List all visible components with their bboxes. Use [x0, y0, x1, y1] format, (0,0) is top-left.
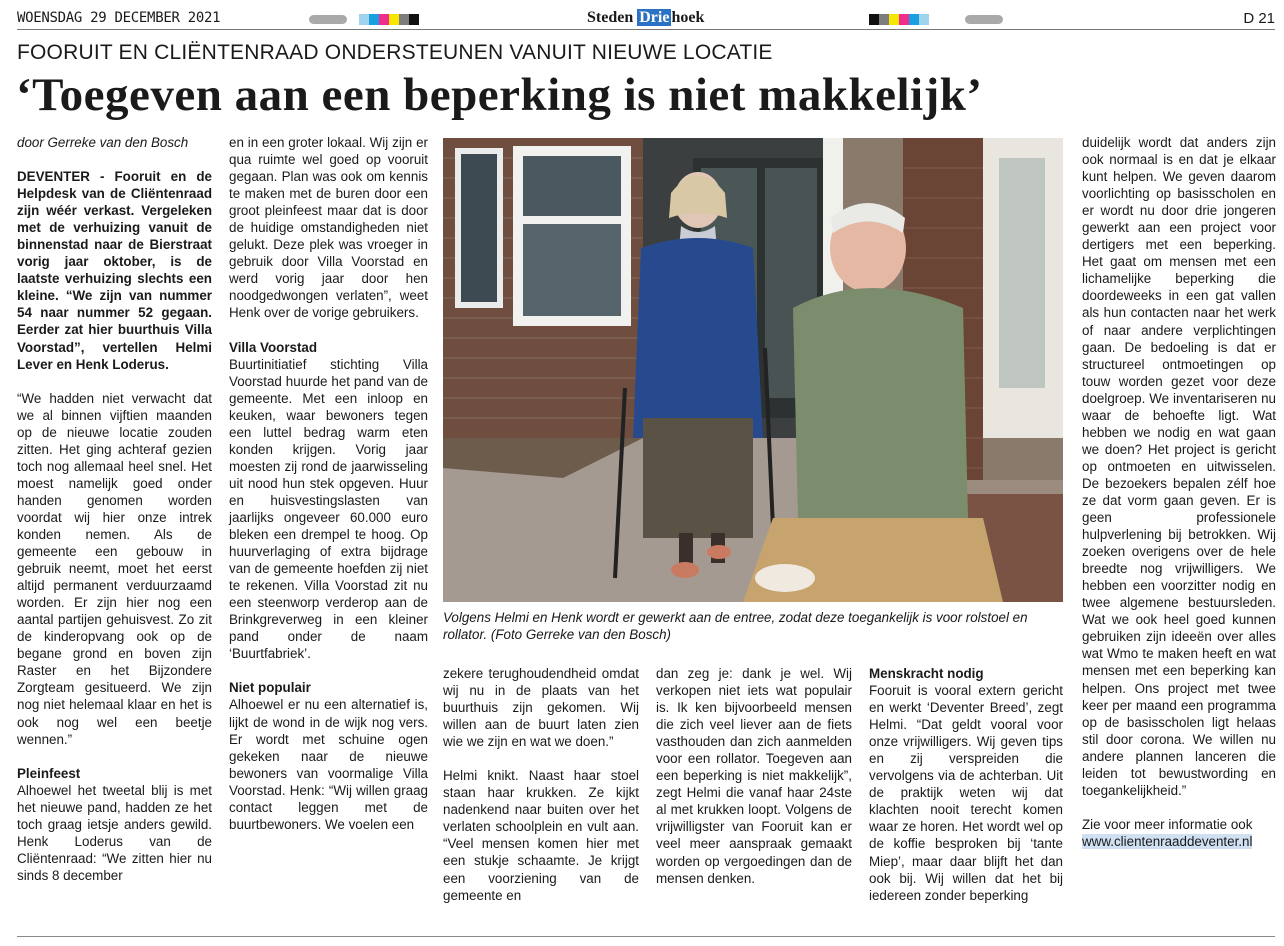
body-paragraph: Alhoewel het tweetal blij is met het nieuwe pand, hadden ze het toch graag ietsje anders gewild. Henk Loderus van de Cliëntenraad: “We zitten hier nu sinds 8 december: [17, 782, 212, 883]
body-paragraph: “We hadden niet verwacht dat we al binnen vijftien maanden op de nieuwe locatie zouden zitten. Het ging achteraf gezien toch nog allemaal heel snel. Het moest namelijk goed onder handen genomen worden voordat wij hier onze intrek konden nemen. Als de gemeente een gebouw in gebruik neemt, moet het eerst altijd permanent verduurzaamd worden. Er zijn hier nog een aantal partijen gehuisvest. Zo zit de kinderopvang ook op de begane grond en boven zijn Raster en het Bijzondere Zorgteam gesitueerd. We zijn nog niet helemaal klaar en het is ook nog wel een beetje wennen.”: [17, 390, 212, 747]
page-bottom-rule: [17, 936, 1275, 937]
photo-caption: Volgens Helmi en Henk wordt er gewerkt aan de entree, zodat deze toegankelijk is voor rolstoel en rollator. (Foto Gerreke van den Bosch): [443, 610, 1028, 642]
article-headline: ‘Toegeven aan een beperking is niet makkelijk’: [16, 69, 983, 121]
article-column-6: [1082, 134, 1276, 850]
registration-bar: [309, 15, 347, 24]
lead-paragraph: DEVENTER - Fooruit en de Helpdesk van de Cliëntenraad zijn wéér verkast. Vergeleken met de verhuizing vanuit de binnenstad naar de Bierstraat vorig jaar oktober, is de laatste verhuizing slechts een kleine. “We zijn van nummer 54 naar nummer 52 gegaan. Eerder zat hier buurthuis Villa Voorstad”, vertellen Helmi Lever en Henk Loderus.: [17, 169, 212, 372]
color-calibration-strip-right: [869, 14, 929, 25]
subheading: Pleinfeest: [17, 765, 81, 781]
info-line: Zie voor meer informatie ook: [1082, 816, 1253, 832]
subheading: Menskracht nodig: [869, 666, 984, 681]
article-column-3: [443, 665, 639, 904]
website-link[interactable]: www.clientenraaddeventer.nl: [1082, 833, 1253, 849]
color-calibration-strip: [359, 14, 419, 25]
article-photo: [443, 138, 1063, 602]
registration-bar-right: [965, 15, 1003, 24]
masthead-divider: [17, 29, 1275, 30]
body-paragraph: Alhoewel er nu een alternatief is, lijkt de wond in de wijk nog vers. Er wordt met schuine ogen gekeken naar de nieuwe bewoners van voormalige Villa Voorstad. Henk: “Wij willen graag contact leggen met de buurtbewoners. We voelen een: [229, 697, 428, 832]
subheading: Niet populair: [229, 680, 311, 696]
body-paragraph: dan zeg je: dank je wel. Wij verkopen niet iets wat populair is. Ik ken bijvoorbeeld mensen die zich veel liever aan de fiets vasthouden dan zich aanmelden voor een rollator. Toegeven aan een beperking is niet makkelijk”, zegt Helmi die vanaf haar 24ste al met krukken loopt. Volgens de vrijwilligster van Fooruit kan er veel meer aanspraak gemaakt worden op vergoedingen dan de mensen denken.: [656, 666, 852, 886]
issue-date: WOENSDAG 29 DECEMBER 2021: [17, 10, 221, 26]
article-kicker: FOORUIT EN CLIËNTENRAAD ONDERSTEUNEN VANUIT NIEUWE LOCATIE: [17, 41, 773, 64]
article-column-5: [869, 665, 1063, 904]
body-paragraph: zekere terughoudendheid omdat wij nu in de plaats van het buurthuis zijn gekomen. Wij willen aan de buurt laten zien wie we zijn en wat we doen.”: [443, 666, 639, 750]
photo-helmi-and-henk: [443, 138, 1063, 602]
article-column-1: [17, 134, 212, 884]
article-column-4: [656, 665, 852, 887]
article-column-2: [229, 134, 428, 833]
body-paragraph: Fooruit is vooral extern gericht en werkt ‘Deventer Breed’, zegt Helmi. “Dat geldt vooral voor onze vrijwilligers. Wij geven tips en zij verspreiden die vervolgens via de achterban. Uit de praktijk weten wij dat klachten nooit terecht komen waar ze horen. Het wordt wel op de koffie besproken bij ‘tante Miep’, maar daar blijft het dan ook bij. Wij willen dat het bij iedereen zonder beperking: [869, 683, 1063, 903]
page-number: D 21: [1243, 10, 1275, 27]
body-paragraph: Buurtinitiatief stichting Villa Voorstad huurde het pand van de gemeente. Met een inloop en keuken, waar bewoners tegen een luttel bedrag warm eten konden krijgen. Vorig jaar moesten zij rond de jaarwisseling uit nood hun stek opgeven. Huur en huisvestingslasten van jaarlijks ongeveer 60.000 euro bleken een drempel te hoog. Op huurverlaging of extra bijdrage van de gemeente hoefden zij niet te rekenen. Villa Voorstad zit nu een steenworp verderop aan de Brinkgreverweg in een kleiner pand onder de naam ‘Buurtfabriek’.: [229, 356, 428, 662]
byline: door Gerreke van den Bosch: [17, 135, 189, 150]
subheading: Villa Voorstad: [229, 339, 318, 355]
body-paragraph: en in een groter lokaal. Wij zijn er qua ruimte wel goed op vooruit gegaan. Plan was ook om kennis te maken met de buren door een groot pleinfeest maar dat is door de huidige omstandigheden niet gelukt. Deze plek was vroeger in gebruik door Villa Voorstad en werd vorig jaar door hen noodgedwongen verlaten”, weet Henk over de vorige gebruikers.: [229, 135, 428, 321]
website-link-line: [1082, 833, 1276, 850]
newspaper-brand-logo: Steden Drie hoek: [587, 9, 705, 26]
body-paragraph: duidelijk wordt dat anders zijn ook normaal is en dat je elkaar kunt helpen. We geven daarom voorlichting op basisscholen en er wordt nu door drie jongeren gewerkt aan een project voor dertigers met een beperking. Het gaat om mensen met een lichamelijke beperking die doordeweeks in een gat vallen als hun contacten naar het werk of naar andere verplichtingen gaan. De bedoeling is dat er structureel ontmoetingen op touw worden gezet voor deze doelgroep. We inventariseren nu waar de behoefte ligt. Wat hebben we nodig en wat gaan we doen? Het project is gericht op ontmoeten en uitwisselen. De bezoekers bepalen zélf hoe ze dat vorm gaan geven. Er is geen professionele hulpverlening bij betrokken. Wij zoeken overigens over de hele breedte nog vrijwilligers. We hebben een voorzitter nodig en twee algemene bestuursleden. Wat we ook heel goed kunnen gebruiken zijn ideeën over alles wat Wmo te maken heeft en wat mensen met een beperking kan helpen. Ons project met twee keer per maand een programma op de basisscholen ligt helaas stil door corona. We willen nu andere plannen lanceren die leiden tot bewustwording en toegankelijkheid.”: [1082, 135, 1276, 798]
page-masthead: [17, 8, 1275, 30]
body-paragraph: Helmi knikt. Naast haar stoel staan haar krukken. Ze kijkt nadenkend naar buiten over het verlaten schoolplein en vult aan. “Veel mensen komen hier met een stukje schaamte. Je krijgt een voorziening van de gemeente en: [443, 768, 639, 903]
